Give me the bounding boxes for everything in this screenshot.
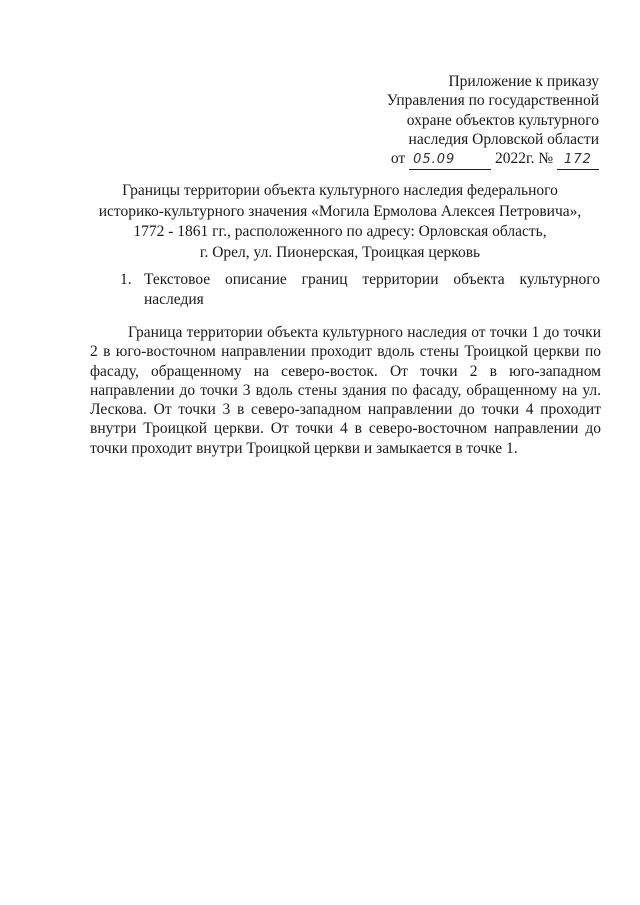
section-heading-text: Текстовое описание границ территории объекта культурного наследия	[144, 271, 600, 308]
appendix-line-2: Управления по государственной	[386, 92, 599, 110]
document-title	[60, 181, 620, 263]
handwritten-date: 05.09	[409, 150, 491, 170]
title-line-2: историко-культурного значения «Могила Ермолова Алексея Петровича»,	[98, 202, 582, 220]
date-prefix: от	[390, 150, 406, 168]
appendix-line-1: Приложение к приказу	[448, 73, 599, 90]
title-line-1: Границы территории объекта культурного наследия федерального	[122, 182, 558, 199]
title-line-3: 1772 - 1861 гг., расположенного по адресу: Орловская область,	[133, 223, 547, 240]
appendix-line-4: наследия Орловской области	[408, 130, 599, 148]
appendix-date-line	[349, 149, 599, 170]
boundary-description-paragraph: Граница территории объекта культурного наследия от точки 1 до точки 2 в юго-восточном направлении проходит вдоль стены Троицкой церкви по фасаду, обращенному на северо-восток. От точки 2 в юго-западном направлении до точки 3 вдоль стены здания по фасаду, обращенному на ул. Лескова. От точки 3 в северо-западном направлении до точки 4 проходит внутри Троицкой церкви. От точки 4 в северо-восточном направлении до точки проходит внутри Троицкой церкви и замыкается в точке 1.	[90, 324, 601, 457]
order-year: 2022г. №	[494, 150, 554, 168]
section-number: 1.	[120, 271, 132, 288]
title-line-4: г. Орел, ул. Пионерская, Троицкая церковь	[199, 243, 481, 261]
section-heading	[120, 270, 600, 309]
appendix-header	[349, 72, 599, 170]
handwritten-order-number: 172	[557, 150, 599, 170]
appendix-line-3: охране объектов культурного	[406, 111, 599, 129]
